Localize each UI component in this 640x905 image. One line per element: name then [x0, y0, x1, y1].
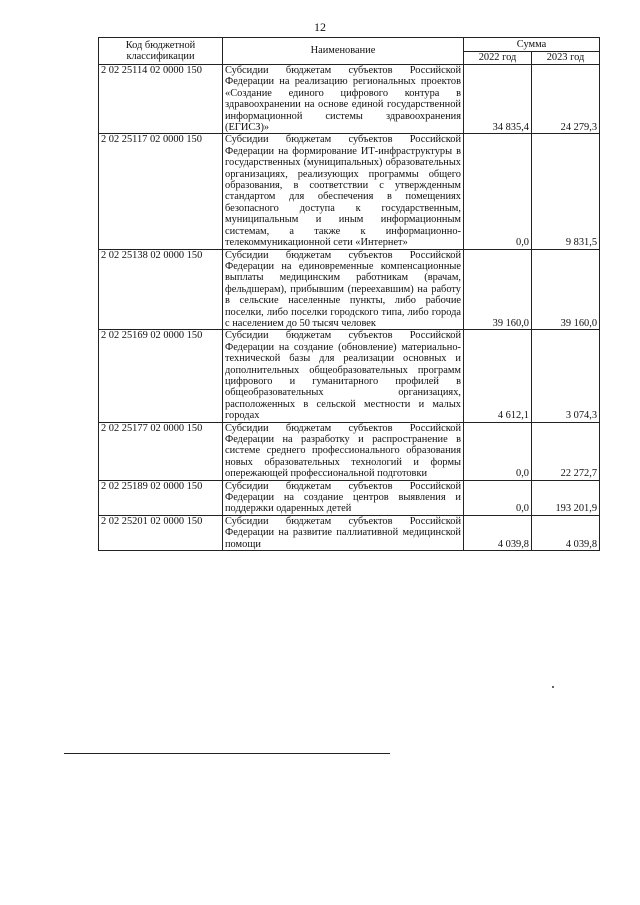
budget-code: 2 02 25114 02 0000 150: [99, 65, 223, 134]
budget-code: 2 02 25177 02 0000 150: [99, 422, 223, 480]
item-name: Субсидии бюджетам субъектов Российской Федерации на единовременные компенсационные выплаты медицинским работникам (врачам, фельдшерам), прибывшим (переехавшим) на работу в сельские населенные пункты, либо рабочие поселки, либо поселки городского типа, либо города с населением до 50 тысяч человек: [223, 249, 464, 330]
table-row: [99, 65, 600, 134]
amount-2022: 0,0: [464, 480, 532, 515]
amount-2022: 39 160,0: [464, 249, 532, 330]
amount-2023: 22 272,7: [532, 422, 600, 480]
stray-mark: [552, 686, 554, 688]
table-row: [99, 422, 600, 480]
item-name: Субсидии бюджетам субъектов Российской Федерации на создание центров выявления и поддержки одаренных детей: [223, 480, 464, 515]
amount-2023: 39 160,0: [532, 249, 600, 330]
table-row: [99, 515, 600, 550]
table-header: [99, 38, 600, 65]
table-row: [99, 249, 600, 330]
budget-table: [98, 37, 600, 551]
header-code: Код бюджетной классификации: [99, 38, 223, 65]
item-name: Субсидии бюджетам субъектов Российской Федерации на формирование ИТ-инфраструктуры в государственных (муниципальных) образовательных организациях, реализующих программы общего образования, в соответствии с утвержденным стандартом для обеспечения в помещениях безопасного доступа к государственным, муниципальным и иным информационным системам, а также к информационно-телекоммуникационной сети «Интернет»: [223, 134, 464, 249]
amount-2022: 0,0: [464, 422, 532, 480]
amount-2023: 193 201,9: [532, 480, 600, 515]
amount-2022: 0,0: [464, 134, 532, 249]
budget-code: 2 02 25169 02 0000 150: [99, 330, 223, 422]
footer-rule: [64, 753, 390, 754]
amount-2023: 9 831,5: [532, 134, 600, 249]
budget-code: 2 02 25138 02 0000 150: [99, 249, 223, 330]
header-name: Наименование: [223, 38, 464, 65]
item-name: Субсидии бюджетам субъектов Российской Федерации на реализацию региональных проектов «Создание единого цифрового контура в здравоохранении на основе единой государственной информационной системы здравоохранения (ЕГИСЗ)»: [223, 65, 464, 134]
budget-code: 2 02 25189 02 0000 150: [99, 480, 223, 515]
item-name: Субсидии бюджетам субъектов Российской Федерации на развитие паллиативной медицинской помощи: [223, 515, 464, 550]
header-year-2022: 2022 год: [464, 51, 532, 65]
table-row: [99, 480, 600, 515]
item-name: Субсидии бюджетам субъектов Российской Федерации на разработку и распространение в системе среднего профессионального образования новых образовательных технологий и формы опережающей профессиональной подготовки: [223, 422, 464, 480]
budget-code: 2 02 25117 02 0000 150: [99, 134, 223, 249]
table-row: [99, 134, 600, 249]
header-year-2023: 2023 год: [532, 51, 600, 65]
page-number: 12: [314, 20, 326, 34]
amount-2023: 24 279,3: [532, 65, 600, 134]
budget-code: 2 02 25201 02 0000 150: [99, 515, 223, 550]
table-row: [99, 330, 600, 422]
amount-2022: 4 039,8: [464, 515, 532, 550]
amount-2022: 34 835,4: [464, 65, 532, 134]
header-sum: Сумма: [464, 38, 600, 52]
amount-2022: 4 612,1: [464, 330, 532, 422]
amount-2023: 3 074,3: [532, 330, 600, 422]
item-name: Субсидии бюджетам субъектов Российской Федерации на создание (обновление) материально-технической базы для реализации основных и дополнительных общеобразовательных программ цифрового и гуманитарного профилей в общеобразовательных организациях, расположенных в сельской местности и малых городах: [223, 330, 464, 422]
amount-2023: 4 039,8: [532, 515, 600, 550]
